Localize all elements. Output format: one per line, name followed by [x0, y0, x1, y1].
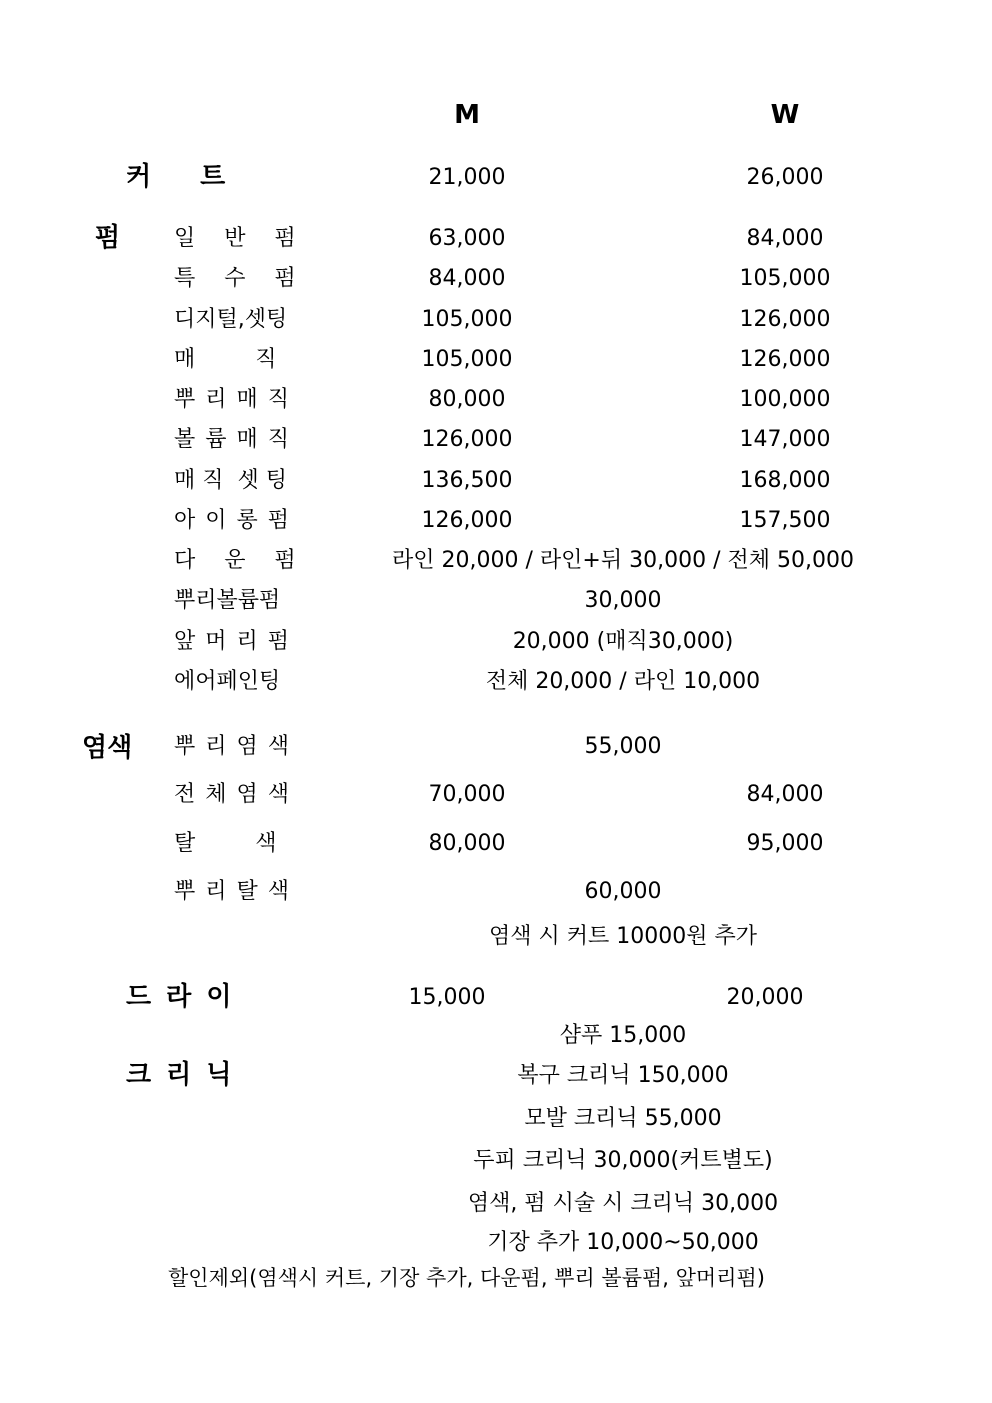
perm-item-price-w: 126,000	[739, 307, 831, 332]
perm-item-price-w: 147,000	[739, 427, 831, 452]
perm-item-price-w: 126,000	[739, 347, 831, 372]
perm-item-price-w: 168,000	[739, 468, 831, 493]
color-note: 염색 시 커트 10000원 추가	[489, 924, 757, 949]
perm-item-name: 매 직 셋 팅	[174, 468, 287, 493]
perm-item-price-w: 157,500	[739, 508, 831, 533]
perm-item-price-m: 105,000	[421, 347, 513, 372]
perm-item-price-m: 84,000	[428, 266, 506, 291]
perm-single-name: 뿌리볼륨펌	[174, 588, 281, 613]
column-header-m: M	[454, 100, 480, 130]
perm-item-name: 일 반 펌	[174, 226, 296, 251]
shampoo-price: 샴푸 15,000	[559, 1023, 687, 1048]
color-root-bleach-name: 뿌 리 탈 색	[174, 879, 289, 904]
perm-item-name: 디지털,셋팅	[174, 307, 288, 332]
color-bleach-price-w: 95,000	[746, 831, 824, 856]
dry-price-m: 15,000	[408, 985, 486, 1010]
perm-item-price-m: 80,000	[428, 387, 506, 412]
color-bleach-price-m: 80,000	[428, 831, 506, 856]
perm-single-price: 라인 20,000 / 라인+뒤 30,000 / 전체 50,000	[392, 548, 854, 573]
clinic-line: 기장 추가 10,000~50,000	[487, 1230, 759, 1255]
perm-single-name: 앞 머 리 펌	[174, 629, 289, 654]
color-full-name: 전 체 염 색	[174, 782, 289, 807]
color-root-price: 55,000	[584, 734, 662, 759]
perm-item-price-w: 100,000	[739, 387, 831, 412]
color-root-bleach-price: 60,000	[584, 879, 662, 904]
clinic-line: 염색, 펌 시술 시 크리닉 30,000	[467, 1191, 779, 1216]
clinic-line: 복구 크리닉 150,000	[517, 1063, 729, 1088]
clinic-line: 두피 크리닉 30,000(커트별도)	[473, 1148, 773, 1173]
perm-item-price-w: 84,000	[746, 226, 824, 251]
color-root-name: 뿌 리 염 색	[174, 734, 289, 759]
column-header-w: W	[770, 100, 800, 130]
dry-price-w: 20,000	[726, 985, 804, 1010]
perm-item-name: 볼 륨 매 직	[174, 427, 289, 452]
perm-item-price-m: 136,500	[421, 468, 513, 493]
category-color: 염색	[82, 733, 133, 763]
cut-price-m: 21,000	[428, 165, 506, 190]
perm-single-name: 에어페인팅	[174, 669, 281, 694]
perm-item-price-m: 126,000	[421, 508, 513, 533]
perm-single-price: 30,000	[584, 588, 662, 613]
perm-item-price-m: 126,000	[421, 427, 513, 452]
perm-item-price-w: 105,000	[739, 266, 831, 291]
perm-item-name: 뿌 리 매 직	[174, 387, 289, 412]
perm-item-name: 아 이 롱 펌	[174, 508, 289, 533]
discount-exclusion-note: 할인제외(염색시 커트, 기장 추가, 다운펌, 뿌리 볼륨펌, 앞머리펌)	[168, 1266, 765, 1290]
category-perm: 펌	[95, 223, 121, 253]
clinic-line: 모발 크리닉 55,000	[524, 1106, 722, 1131]
perm-single-price: 20,000 (매직30,000)	[512, 629, 734, 654]
perm-item-name: 특 수 펌	[174, 266, 296, 291]
cut-price-w: 26,000	[746, 165, 824, 190]
perm-single-price: 전체 20,000 / 라인 10,000	[485, 669, 761, 694]
color-full-price-w: 84,000	[746, 782, 824, 807]
perm-item-price-m: 105,000	[421, 307, 513, 332]
perm-item-price-m: 63,000	[428, 226, 506, 251]
category-dry: 드 라 이	[126, 982, 232, 1012]
perm-item-name: 매 직	[174, 347, 277, 372]
perm-single-name: 다 운 펌	[174, 548, 296, 573]
category-clinic: 크 리 닉	[126, 1060, 232, 1090]
category-cut: 커 트	[126, 162, 226, 192]
color-full-price-m: 70,000	[428, 782, 506, 807]
color-bleach-name: 탈 색	[174, 831, 277, 856]
